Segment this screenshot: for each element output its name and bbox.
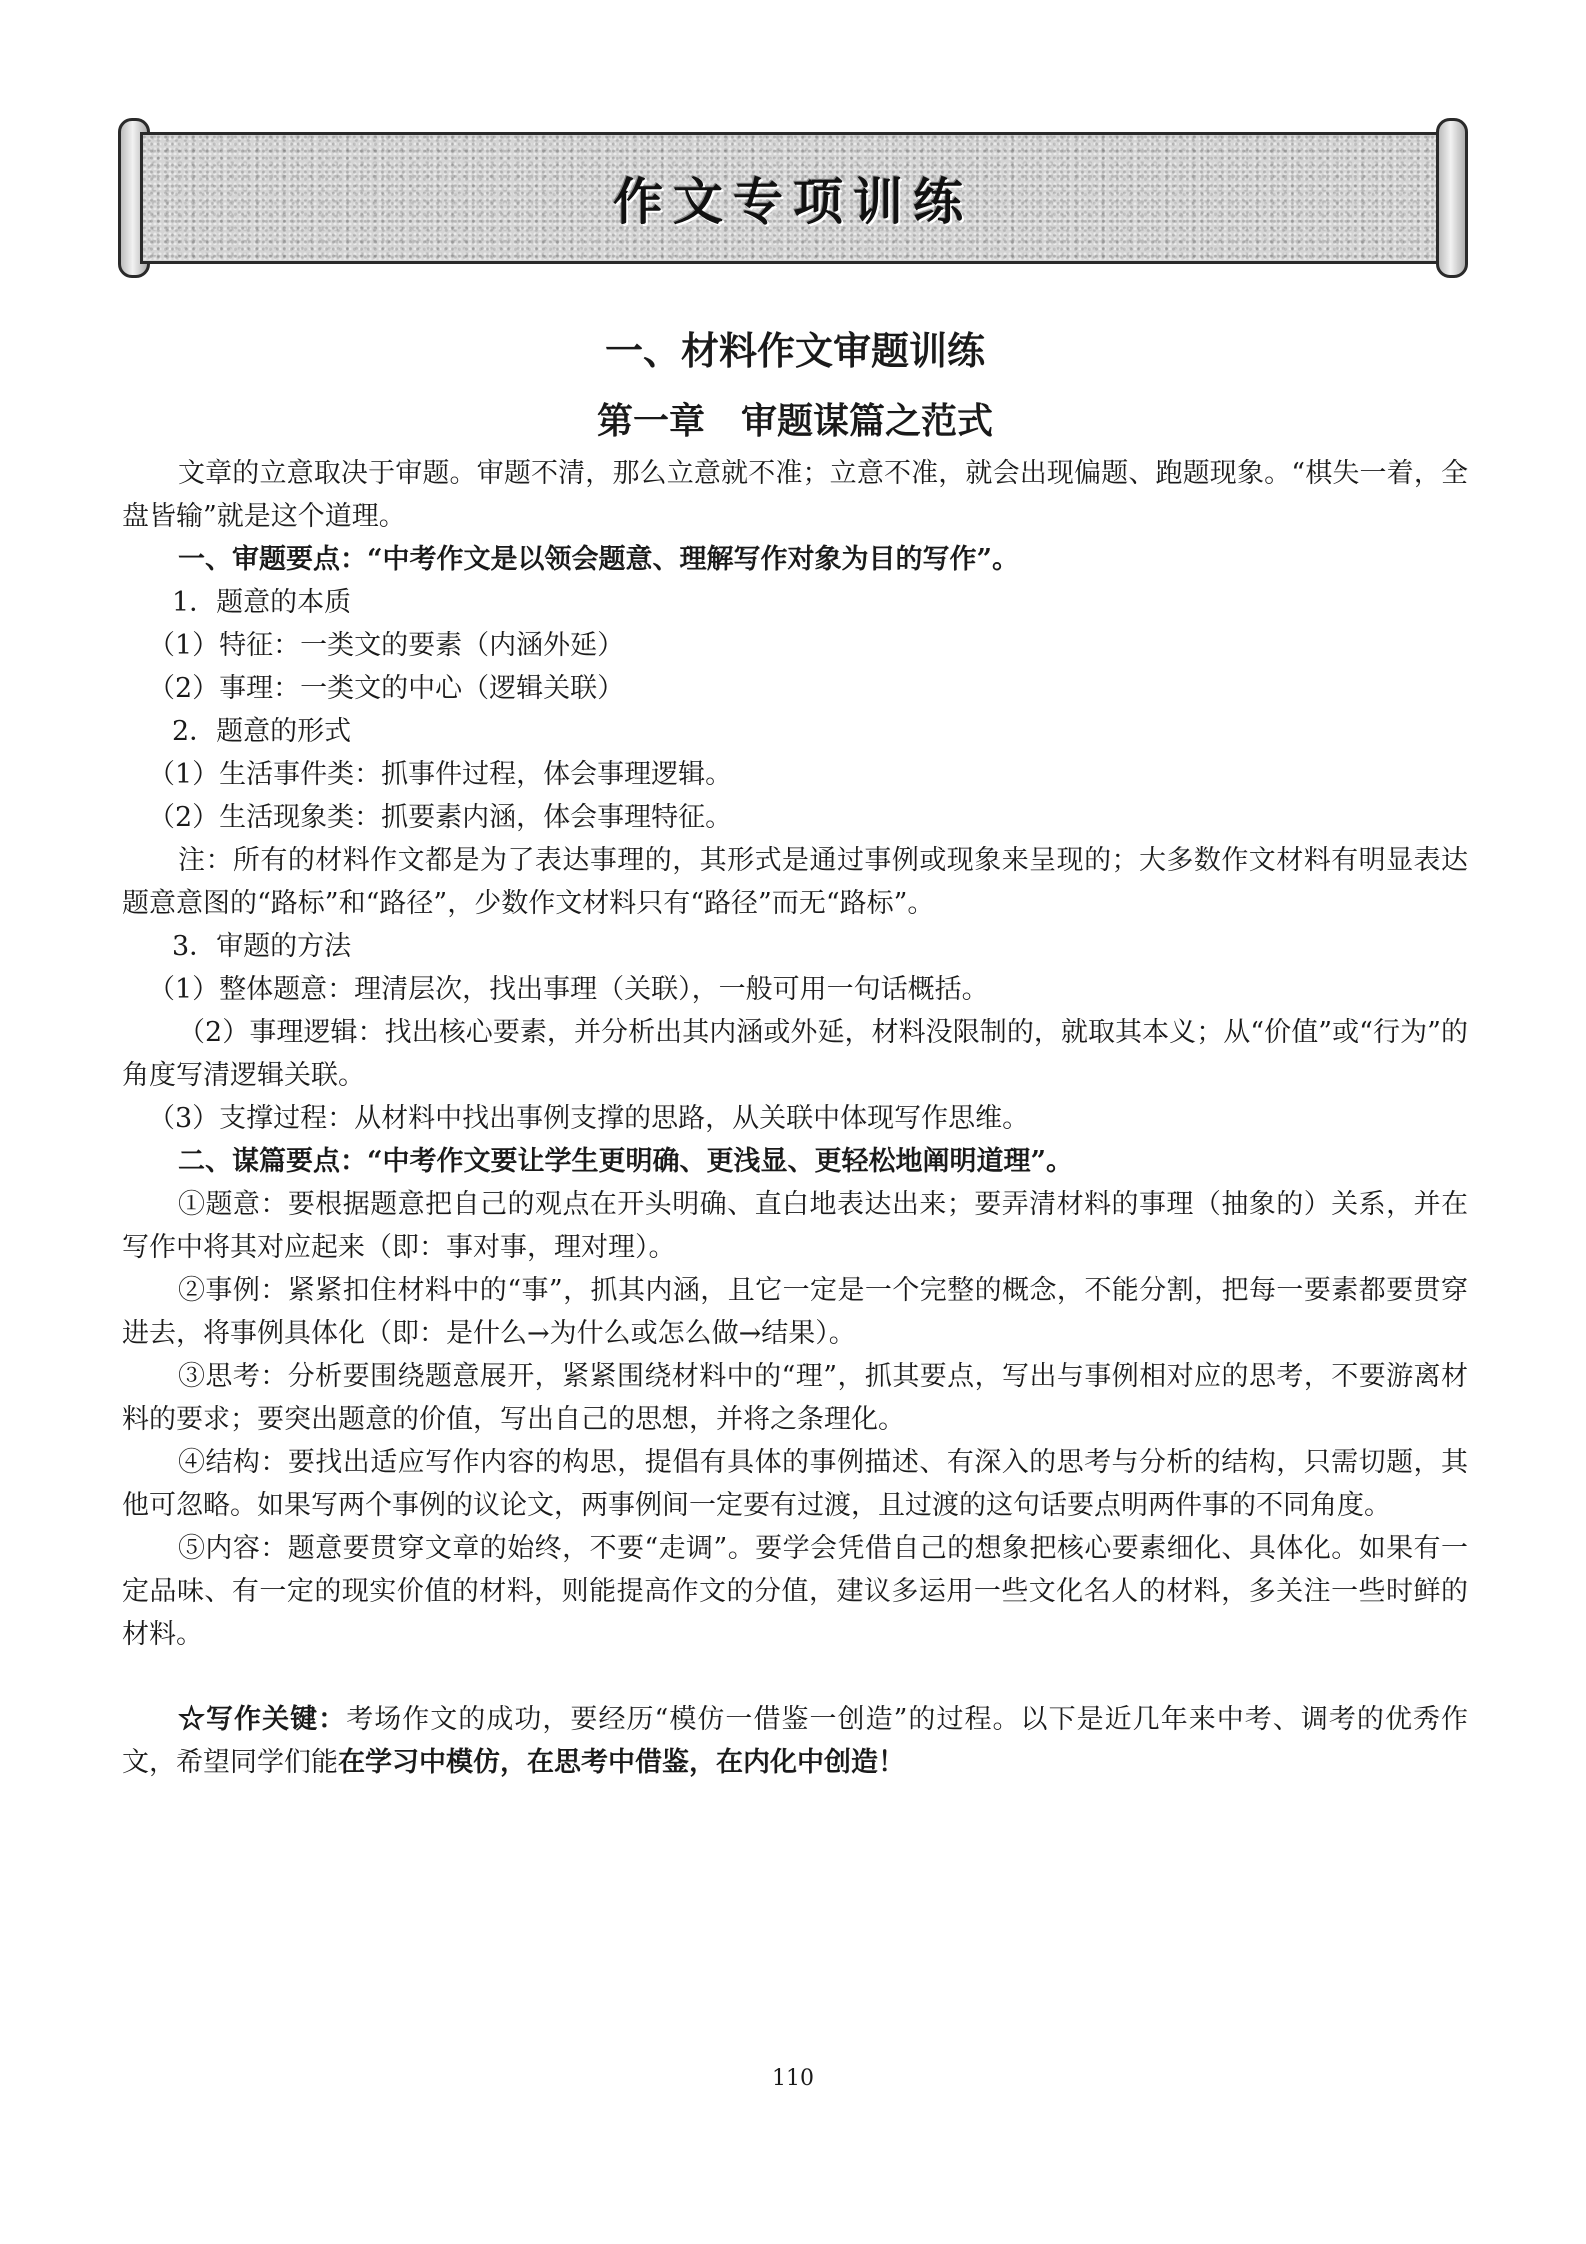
- part1-h1: 1．题意的本质: [172, 587, 352, 618]
- part1-h2-item: （1）生活事件类：抓事件过程，体会事理逻辑。: [148, 759, 733, 790]
- part2-item: ②事例：紧紧扣住材料中的“事”，抓其内涵，且它一定是一个完整的概念，不能分割，把每一要素都要贯穿进去，将事例具体化（即：是什么→为什么或怎么做→结果）。: [122, 1275, 1468, 1349]
- part2-item: ③思考：分析要围绕题意展开，紧紧围绕材料中的“理”，抓其要点，写出与事例相对应的思考，不要游离材料的要求；要突出题意的价值，写出自己的思想，并将之条理化。: [122, 1361, 1468, 1435]
- banner-body: [140, 132, 1446, 264]
- page-number: 110: [772, 2066, 814, 2091]
- part1-h3-item: （1）整体题意：理清层次，找出事理（关联），一般可用一句话概括。: [148, 974, 989, 1005]
- part1-h1-item: （2）事理：一类文的中心（逻辑关联）: [148, 673, 625, 704]
- title-banner: [118, 118, 1468, 278]
- spacer: [122, 1656, 1468, 1698]
- section-title: 一、材料作文审题训练: [604, 328, 985, 373]
- page-content: [122, 308, 1468, 1784]
- writing-key-emphasis: 在学习中模仿，在思考中借鉴，在内化中创造！: [338, 1747, 905, 1778]
- banner-title: 作文专项训练: [613, 173, 973, 231]
- intro-paragraph: 文章的立意取决于审题。审题不清，那么立意就不准；立意不准，就会出现偏题、跑题现象。“棋失一着，全盘皆输”就是这个道理。: [122, 458, 1468, 532]
- part2-item: ①题意：要根据题意把自己的观点在开头明确、直白地表达出来；要弄清材料的事理（抽象的）关系，并在写作中将其对应起来（即：事对事，理对理）。: [122, 1189, 1468, 1263]
- part2-heading: 二、谋篇要点：“中考作文要让学生更明确、更浅显、更轻松地阐明道理”。: [178, 1146, 1074, 1177]
- writing-key-text: 考场作文的成功，要经历“模仿一借鉴一创造”的过程。以下是近几年来中考、调考的优秀作文，希望同学们能: [122, 1704, 1469, 1778]
- part1-note: 注：所有的材料作文都是为了表达事理的，其形式是通过事例或现象来呈现的；大多数作文材料有明显表达题意意图的“路标”和“路径”，少数作文材料只有“路径”而无“路标”。: [122, 845, 1468, 919]
- part1-heading: 一、审题要点：“中考作文是以领会题意、理解写作对象为目的写作”。: [178, 544, 1020, 575]
- scroll-right-end: [1436, 118, 1468, 278]
- part1-h3-item: （3）支撑过程：从材料中找出事例支撑的思路，从关联中体现写作思维。: [148, 1103, 1030, 1134]
- part1-h1-item: （1）特征：一类文的要素（内涵外延）: [148, 630, 625, 661]
- part2-item: ④结构：要找出适应写作内容的构思，提倡有具体的事例描述、有深入的思考与分析的结构，只需切题，其他可忽略。如果写两个事例的议论文，两事例间一定要有过渡，且过渡的这句话要点明两件事的不同角度。: [122, 1447, 1468, 1521]
- part1-h3: 3．审题的方法: [172, 931, 352, 962]
- writing-key-paragraph: [122, 1698, 1468, 1784]
- part1-h2: 2．题意的形式: [172, 716, 352, 747]
- part1-h2-item: （2）生活现象类：抓要素内涵，体会事理特征。: [148, 802, 733, 833]
- writing-key-label: ☆写作关键：: [178, 1704, 347, 1735]
- part2-item: ⑤内容：题意要贯穿文章的始终，不要“走调”。要学会凭借自己的想象把核心要素细化、具体化。如果有一定品味、有一定的现实价值的材料，则能提高作文的分值，建议多运用一些文化名人的材料，多关注一些时鲜的材料。: [122, 1533, 1468, 1650]
- part1-h3-item: （2）事理逻辑：找出核心要素，并分析出其内涵或外延，材料没限制的，就取其本义；从“价值”或“行为”的角度写清逻辑关联。: [122, 1017, 1468, 1091]
- chapter-title: 第一章 审题谋篇之范式: [596, 400, 993, 442]
